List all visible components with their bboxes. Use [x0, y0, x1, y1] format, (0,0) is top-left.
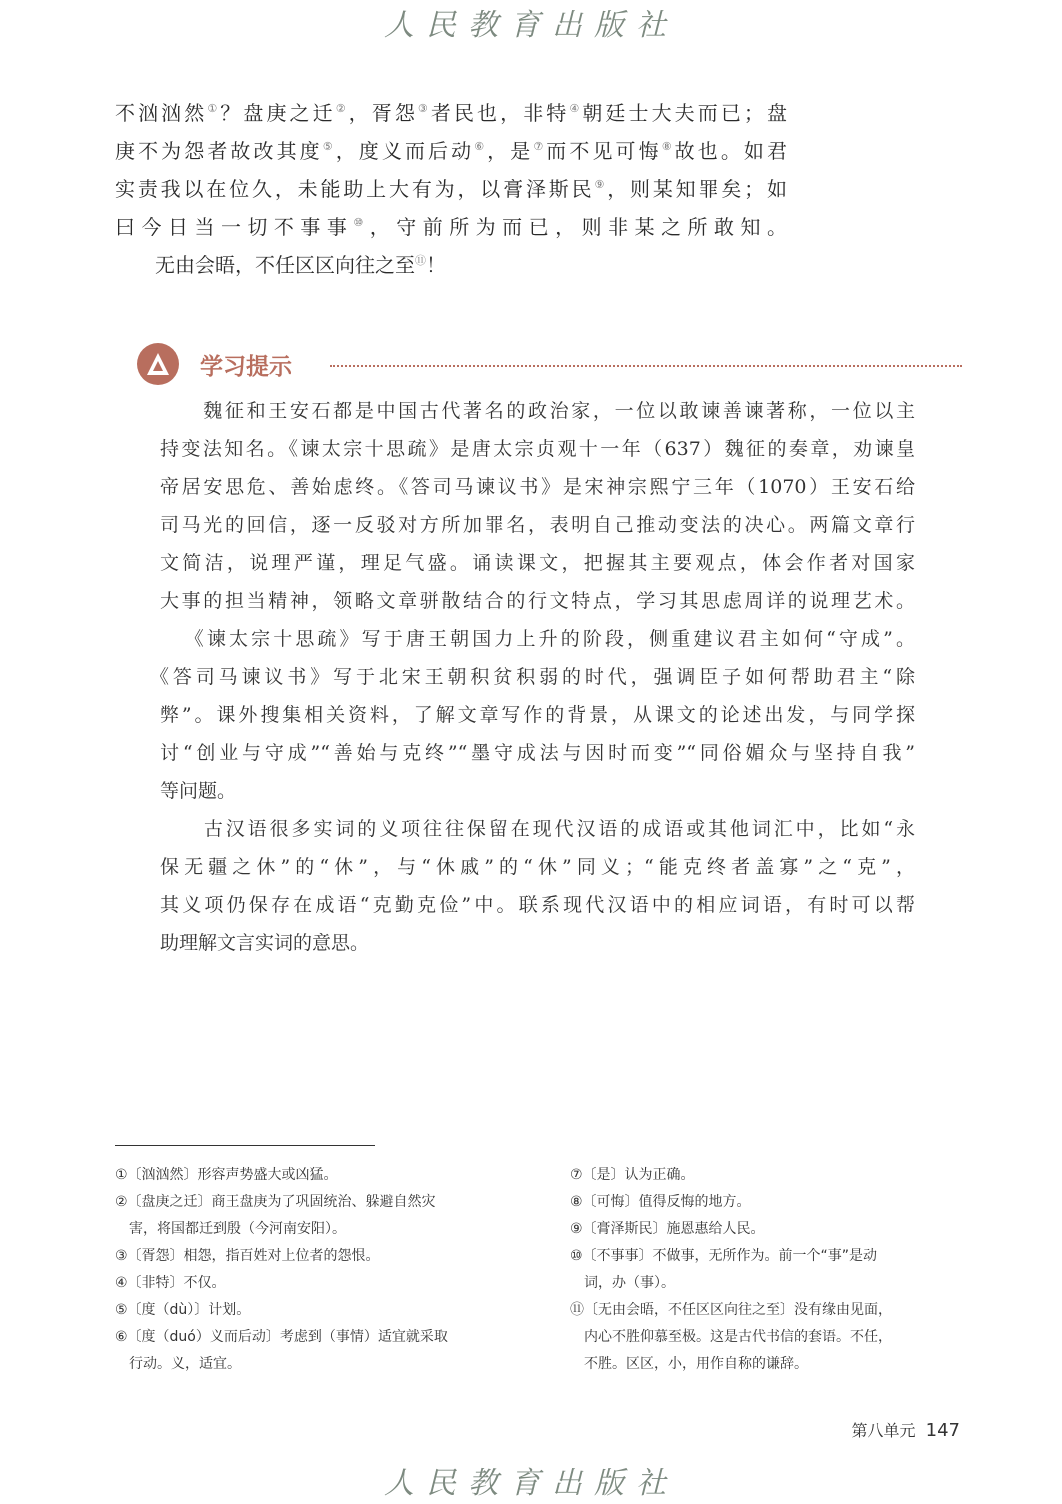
hint-line: 助理解文言实词的意思。 — [160, 932, 370, 954]
footnote-line: 害，将国都迁到殷（今河南安阳）。 — [115, 1221, 346, 1237]
text-span: ，则某知罪矣；如 — [607, 177, 788, 201]
footnote-line: ①〔汹汹然〕形容声势盛大或凶猛。 — [115, 1167, 338, 1183]
footnote-line: ④〔非特〕不仅。 — [115, 1275, 226, 1291]
footnote-line: ⑨〔膏泽斯民〕施恩惠给人民。 — [570, 1221, 765, 1237]
text-span: ，守前所为而已，则非某之所敢知。 — [369, 215, 788, 239]
study-hint-icon — [137, 343, 179, 385]
text-span: 不汹汹然 — [115, 101, 208, 125]
text-line — [115, 204, 787, 242]
text-span: 朝廷士大夫而已；盘 — [582, 101, 787, 125]
footnote-line: ⑩〔不事事〕不做事，无所作为。前一个“事”是动 — [570, 1248, 878, 1264]
footnote-ref: ③ — [417, 102, 431, 115]
footnote-ref: ⑨ — [594, 178, 608, 191]
hint-line: 等问题。 — [160, 780, 237, 802]
page-footer — [851, 1418, 960, 1441]
footnote-ref: ⑧ — [661, 140, 675, 153]
footnote-line: ③〔胥怨〕相怨，指百姓对上位者的怨恨。 — [115, 1248, 380, 1264]
footnote-line: 词，办（事）。 — [570, 1275, 675, 1291]
hint-line: 弊”。课外搜集相关资料，了解文章写作的背景，从课文的论述出发，与同学探 — [160, 704, 915, 726]
footnote-line: 行动。义，适宜。 — [115, 1356, 241, 1372]
footnote-line: ②〔盘庚之迁〕商王盘庚为了巩固统治、躲避自然灾 — [115, 1194, 436, 1210]
footnote-line: 不胜。区区，小，用作自称的谦辞。 — [570, 1356, 808, 1372]
publisher-logo-header: 人民教育出版社 — [384, 8, 678, 43]
hint-line: 古汉语很多实词的义项往往保留在现代汉语的成语或其他词汇中，比如“永 — [160, 818, 915, 840]
text-span: ，是 — [487, 139, 534, 163]
hint-line: 持变法知名。《谏太宗十思疏》是唐太宗贞观十一年（637）魏征的奏章，劝谏皇 — [160, 438, 915, 460]
text-span: 无由会晤，不任区区向往之至 — [115, 253, 415, 277]
footnote-line: ⑧〔可悔〕值得反悔的地方。 — [570, 1194, 751, 1210]
unit-label: 第八单元 — [851, 1421, 916, 1440]
footnote-ref: ⑥ — [474, 140, 488, 153]
footnote-ref: ④ — [569, 102, 583, 115]
footnote-ref: ⑤ — [322, 140, 336, 153]
footnote-ref: ⑩ — [353, 216, 370, 229]
text-span: ？盘庚之迁 — [220, 101, 336, 125]
publisher-logo-footer: 人民教育出版社 — [384, 1466, 678, 1501]
page-number: 147 — [925, 1420, 960, 1441]
divider — [330, 365, 962, 367]
footnote-ref: ① — [207, 102, 221, 115]
hint-line: 司马光的回信，逐一反驳对方所加罪名，表明自己推动变法的决心。两篇文章行 — [160, 514, 915, 536]
text-span: 实责我以在位久，未能助上大有为，以膏泽斯民 — [115, 177, 595, 201]
hint-line: 帝居安思危、善始虑终。《答司马谏议书》是宋神宗熙宁三年（1070）王安石给 — [160, 476, 915, 498]
footnote-line: 内心不胜仰慕至极。这是古代书信的套语。不任， — [570, 1329, 892, 1345]
text-line — [115, 242, 787, 280]
hint-line: 《谏太宗十思疏》写于唐王朝国力上升的阶段，侧重建议君主如何“守成”。 — [150, 628, 915, 650]
footnote-ref: ② — [335, 102, 349, 115]
text-line — [115, 90, 787, 128]
text-span: ！ — [426, 253, 446, 277]
hint-line: 文简洁，说理严谨，理足气盛。诵读课文，把握其主要观点，体会作者对国家 — [160, 552, 915, 574]
hint-line: 魏征和王安石都是中国古代著名的政治家，一位以敢谏善谏著称，一位以主 — [160, 400, 915, 422]
text-span: ，度义而后动 — [335, 139, 475, 163]
text-span: 者民也，非特 — [430, 101, 570, 125]
text-line — [115, 128, 787, 166]
text-span: ，胥怨 — [348, 101, 418, 125]
footnote-line: ⑥〔度（duó）义而后动〕考虑到（事情）适宜就采取 — [115, 1329, 448, 1345]
footnote-ref: ⑪ — [415, 254, 426, 267]
footnote-line: ⑤〔度（dù）〕计划。 — [115, 1302, 251, 1318]
text-span: 庚不为怨者故改其度 — [115, 139, 323, 163]
text-line — [115, 166, 787, 204]
hint-line: 大事的担当精神，领略文章骈散结合的行文特点，学习其思虑周详的说理艺术。 — [160, 590, 915, 612]
hint-line: 其义项仍保存在成语“克勤克俭”中。联系现代汉语中的相应词语，有时可以帮 — [160, 894, 915, 916]
footnote-ref: ⑦ — [533, 140, 547, 153]
hint-line: 《答司马谏议书》写于北宋王朝积贫积弱的时代，强调臣子如何帮助君主“除 — [150, 666, 915, 688]
text-span: 而不见可悔 — [546, 139, 662, 163]
study-hint-title: 学习提示 — [200, 354, 292, 380]
text-span: 故也。如君 — [674, 139, 787, 163]
footnote-divider — [115, 1145, 375, 1146]
hint-line: 保无疆之休”的“休”，与“休戚”的“休”同义；“能克终者盖寡”之“克”， — [160, 856, 915, 878]
hint-line: 讨“创业与守成”“善始与克终”“墨守成法与因时而变”“同俗媚众与坚持自我” — [160, 742, 915, 764]
text-span: 曰今日当一切不事事 — [115, 215, 354, 239]
footnote-line: ⑦〔是〕认为正确。 — [570, 1167, 695, 1183]
footnote-line: ⑪〔无由会晤，不任区区向往之至〕没有缘由见面， — [570, 1302, 892, 1318]
